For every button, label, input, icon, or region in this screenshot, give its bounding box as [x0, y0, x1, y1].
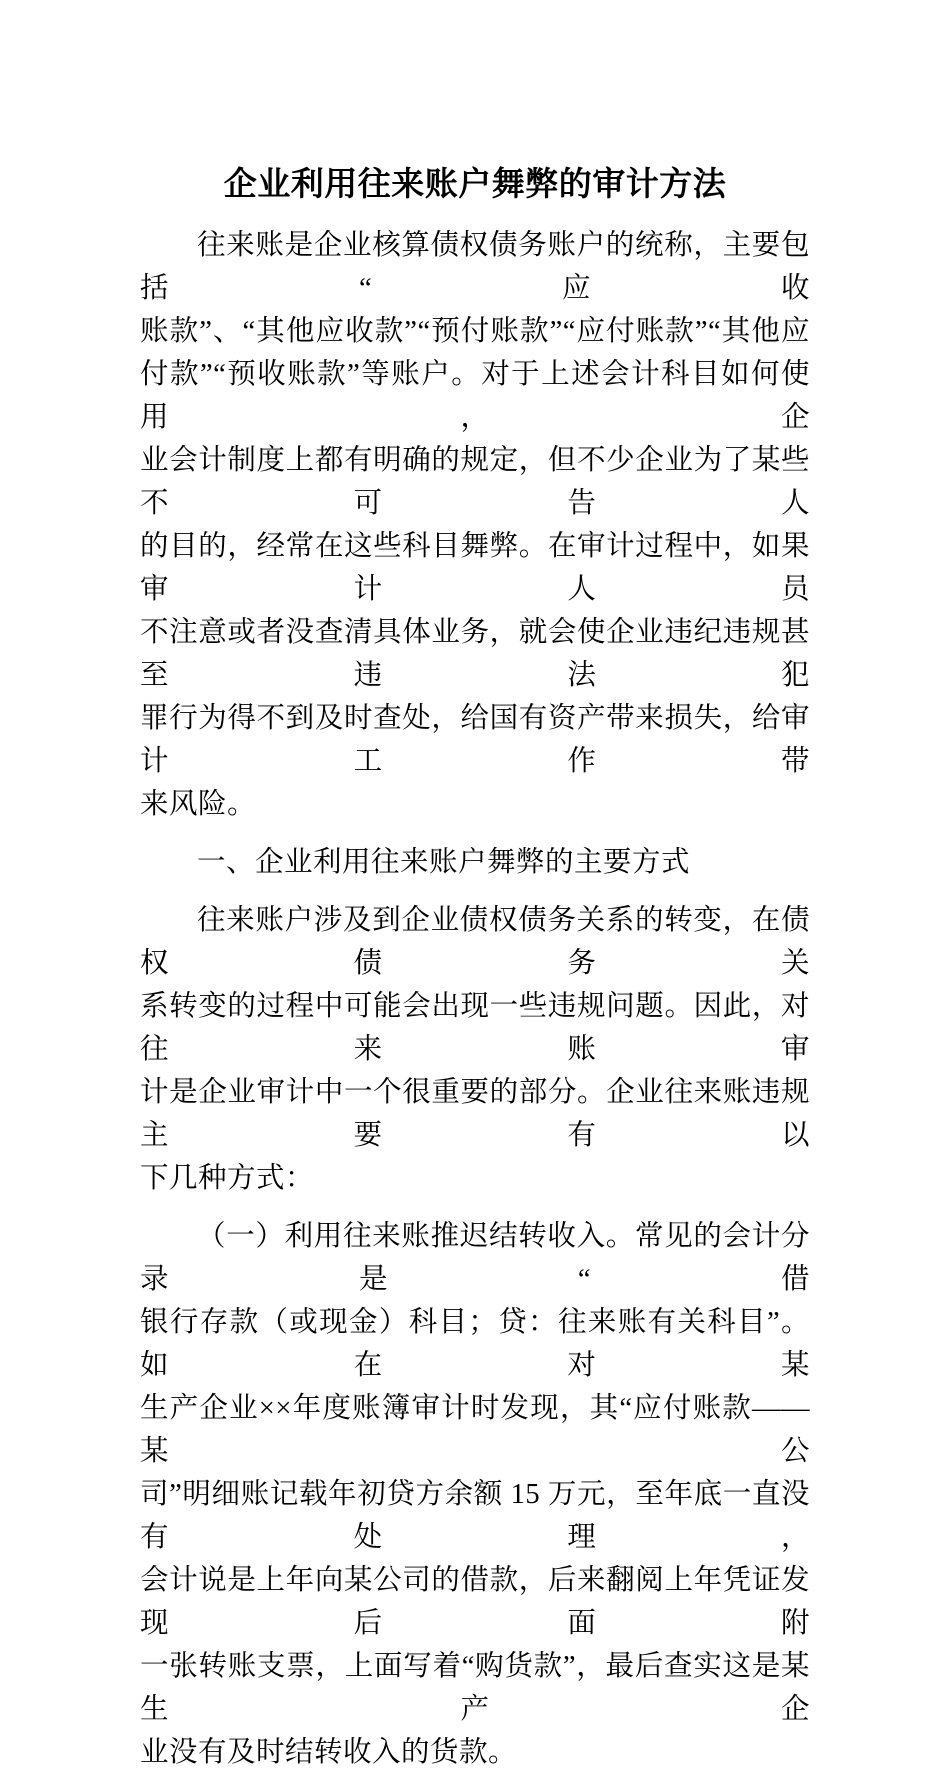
text-line: 罪行为得不到及时查处，给国有资产带来损失，给审计工作带: [140, 703, 810, 777]
text-line: 银行存款（或现金）科目；贷：往来账有关科目”。如在对某: [140, 1307, 810, 1381]
document-title: 企业利用往来账户舞弊的审计方法: [223, 164, 727, 203]
text-line: 一、企业利用往来账户舞弊的主要方式: [197, 847, 691, 878]
text-line: 业没有及时结转收入的货款。: [140, 1737, 518, 1768]
text-line: 往来账户涉及到企业债权债务关系的转变，在债权债务关: [140, 905, 810, 979]
text-line: 不注意或者没查清具体业务，就会使企业违纪违规甚至违法犯: [140, 617, 810, 691]
text-line: 账款”、“其他应收款”“预付账款”“应付账款”“其他应: [140, 316, 810, 347]
document-body: [140, 224, 810, 1774]
text-line: 会计说是上年向某公司的借款，后来翻阅上年凭证发现后面附: [140, 1565, 810, 1639]
text-line: 系转变的过程中可能会出现一些违规问题。因此，对往来账审: [140, 991, 810, 1065]
text-line: 下几种方式：: [140, 1163, 315, 1194]
intro-paragraph: [140, 224, 810, 826]
text-line: 付款”“预收账款”等账户。对于上述会计科目如何使用，企: [140, 359, 810, 433]
text-line: 业会计制度上都有明确的规定，但不少企业为了某些不可告人: [140, 445, 810, 519]
section-1-heading: [140, 841, 810, 884]
text-line: （一）利用往来账推迟结转收入。常见的会计分录是“借: [140, 1221, 810, 1295]
text-line: 生产企业××年度账簿审计时发现，其“应付账款——某公: [140, 1393, 810, 1467]
text-line: 计是企业审计中一个很重要的部分。企业往来账违规主要有以: [140, 1077, 810, 1151]
section-1-intro-paragraph: [140, 899, 810, 1200]
text-line: 来风险。: [140, 789, 257, 820]
text-line: 往来账是企业核算债权债务账户的统称，主要包括“应收: [140, 230, 810, 304]
method-1-paragraph: [140, 1215, 810, 1774]
text-line: 的目的，经常在这些科目舞弊。在审计过程中，如果审计人员: [140, 531, 810, 605]
text-line: 一张转账支票，上面写着“购货款”，最后查实这是某生产企: [140, 1651, 810, 1725]
text-line: 司”明细账记载年初贷方余额 15 万元，至年底一直没有处理，: [140, 1479, 810, 1553]
